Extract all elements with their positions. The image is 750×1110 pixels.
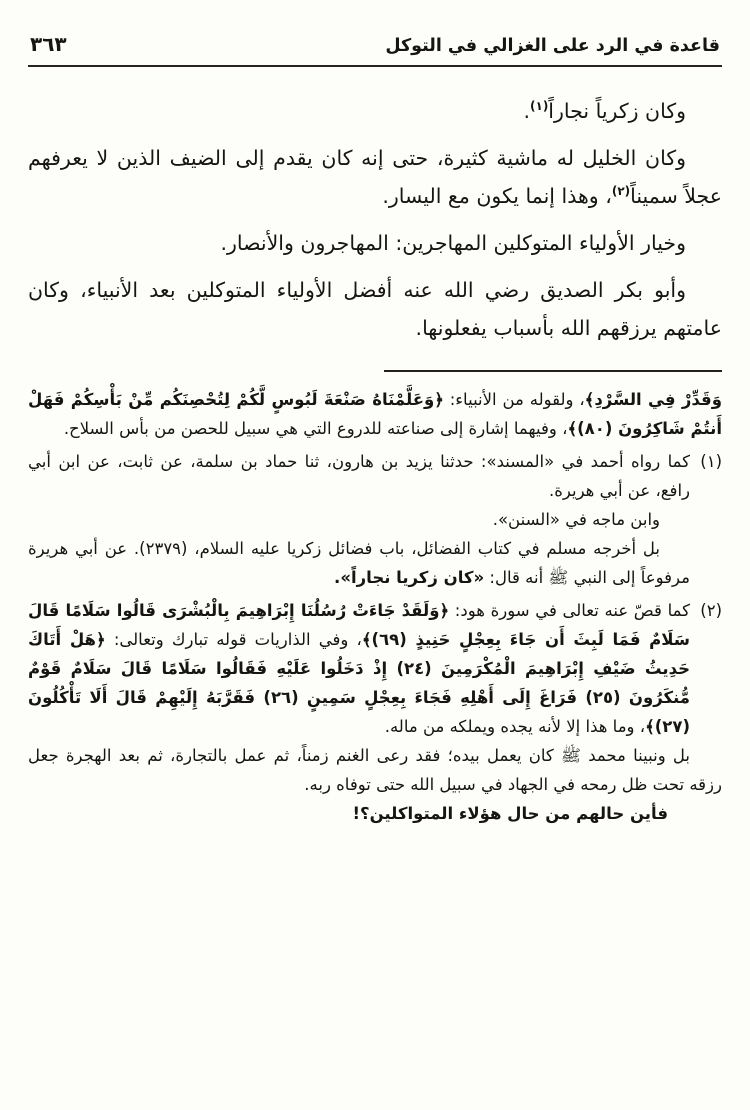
footnote-marker-2: (٢)	[700, 600, 722, 620]
quran-verse: ﴿هَلْ أَتَاكَ حَدِيثُ ضَيْفِ إِبْرَاهِيمَ الْمُكْرَمِينَ (٢٤) إِذْ دَخَلُوا عَلَيْهِ فَقَالُوا سَلَامًا قَالَ سَلَامٌ قَوْمٌ مُّنكَرُونَ (٢٥) فَرَاغَ إِلَى أَهْلِهِ فَجَاءَ بِعِجْلٍ سَمِينٍ (٢٦) فَقَرَّبَهُ إِلَيْهِمْ قَالَ أَلَا تَأْكُلُونَ (٢٧)﴾	[28, 629, 691, 736]
quran-verse: ﴿وَعَلَّمْنَاهُ صَنْعَةَ لَبُوسٍ لَّكُمْ لِتُحْصِنَكُم مِّنْ بَأْسِكُمْ فَهَلْ أَنتُمْ شَاكِرُونَ (٨٠)﴾	[28, 389, 722, 438]
footnote-continuation	[28, 385, 722, 443]
paragraph-text: وكان الخليل له ماشية كثيرة، حتى إنه كان يقدم إلى الضيف الذين لا يعرفهم عجلاً سميناً	[28, 145, 722, 208]
footnote-body-1	[28, 447, 690, 592]
footnote-closing-paragraph: بل ونبينا محمد ﷺ كان يعمل بيده؛ فقد رعى الغنم زمناً، ثم عمل بالتجارة، ثم بعد الهجرة جعل رزقه تحت ظل رمحه في الجهاد في سبيل الله حتى توفاه ربه.	[28, 745, 722, 794]
footnotes-section	[28, 385, 722, 828]
body-paragraph-4: وأبو بكر الصديق رضي الله عنه أفضل الأولياء المتوكلين بعد الأنبياء، وكان عامتهم يرزقهم الله بأسباب يفعلونها.	[28, 277, 722, 340]
footnote-paragraph: كما رواه أحمد في «المسند»: حدثنا يزيد بن هارون، ثنا حماد بن سلمة، عن ثابت، عن ابن أبي رافع، عن أبي هريرة.	[28, 451, 690, 500]
header-rule	[28, 65, 722, 67]
footnote-paragraph	[28, 596, 690, 741]
footnote-text: ، وفي الذاريات قوله تبارك وتعالى:	[105, 629, 362, 649]
footnote-text: ، وما هذا إلا لأنه يجده ويملكه من ماله.	[384, 716, 646, 736]
paragraph-text: وكان زكرياً نجاراً	[548, 99, 686, 123]
page-number: ٣٦٣	[30, 32, 67, 56]
paragraph-text: ، وهذا إنما يكون مع اليسار.	[382, 183, 612, 208]
footnote-text: بل أخرجه مسلم في كتاب الفضائل، باب فضائل زكريا عليه السلام، (٢٣٧٩). عن أبي هريرة مرفوعاً إلى النبي ﷺ أنه قال:	[28, 538, 690, 587]
footnote-marker-1: (١)	[700, 451, 722, 471]
quran-verse: ﴿وَلَقَدْ جَاءَتْ رُسُلُنَا إِبْرَاهِيمَ بِالْبُشْرَى قَالُوا سَلَامًا قَالَ سَلَامٌ فَمَا لَبِثَ أَن جَاءَ بِعِجْلٍ حَنِيذٍ (٦٩)﴾	[28, 600, 691, 649]
page-header	[28, 32, 722, 56]
footnote-ref-1: (١)	[530, 99, 549, 114]
footnote-paragraph: وابن ماجه في «السنن».	[492, 509, 660, 529]
footnote-paragraph	[28, 534, 690, 592]
body-paragraph-1	[28, 93, 722, 131]
footnote-item-2	[28, 596, 722, 741]
footnote-body-2	[28, 596, 690, 741]
body-paragraph-2	[28, 140, 722, 216]
chapter-title: قاعدة في الرد على الغزالي في التوكل	[385, 36, 720, 56]
footnote-ref-2: (٢)	[611, 184, 631, 199]
quran-verse: وَقَدِّرْ فِي السَّرْدِ﴾	[584, 389, 722, 409]
footnote-item-1	[28, 447, 722, 592]
body-paragraph-3: وخيار الأولياء المتوكلين المهاجرين: المهاجرون والأنصار.	[220, 230, 686, 255]
hadith-quote: «كان زكريا نجاراً».	[334, 567, 485, 587]
footnote-text: ، وفيهما إشارة إلى صناعته للدروع التي هي سبيل للحصن من بأس السلاح.	[63, 418, 568, 438]
paragraph-text: .	[523, 99, 530, 123]
footnote-separator-rule	[384, 370, 722, 372]
footnote-text: كما قصّ عنه تعالى في سورة هود:	[449, 600, 690, 620]
footnote-final-line: فأين حالهم من حال هؤلاء المتواكلين؟!	[352, 803, 668, 823]
footnote-text: ، ولقوله من الأنبياء:	[443, 389, 585, 409]
main-text-block	[28, 93, 722, 348]
